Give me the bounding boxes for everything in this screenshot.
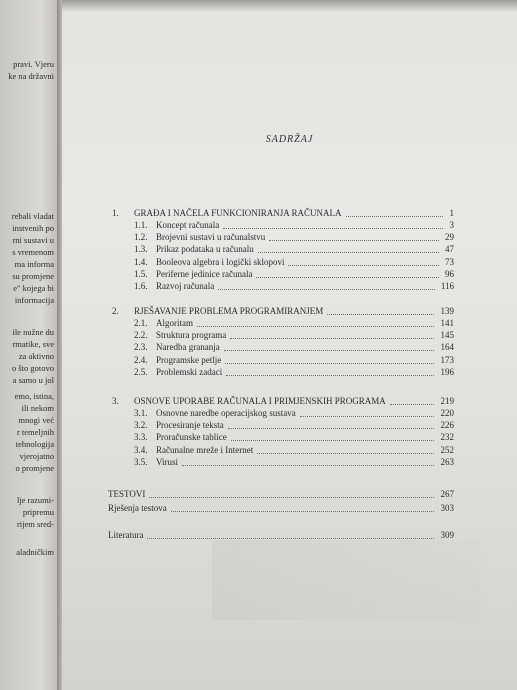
chapter-number: 3. (112, 396, 119, 406)
left-page-text-line: emo, istina, (14, 391, 54, 401)
dot-leader (288, 254, 439, 266)
left-page-text-line: vjerojatno (19, 451, 54, 461)
page-number: 96 (445, 268, 454, 279)
dot-leader (182, 454, 434, 466)
section-number: 3.1. (134, 408, 148, 418)
dot-leader (256, 266, 439, 278)
left-page-text-line: e" kojega bi (13, 283, 54, 293)
faint-background-graphic (212, 540, 482, 620)
chapter-number: 1. (112, 208, 119, 218)
dot-leader (149, 486, 434, 498)
left-page (0, 0, 60, 690)
page-number: 263 (440, 456, 454, 467)
section-title: Proračunske tablice (156, 432, 227, 443)
dot-leader (171, 500, 434, 512)
chapter-title: OSNOVE UPORABE RAČUNALA I PRIMJENSKIH PROGRAMA (134, 396, 386, 406)
left-page-text-line: pravi. Vjeru (13, 59, 54, 69)
left-page-text-line: su promjene (12, 271, 54, 281)
page-number: 3 (449, 220, 454, 230)
section-number: 3.3. (134, 432, 148, 443)
left-page-text-line: ma informa (14, 259, 54, 269)
dot-leader (231, 429, 434, 441)
dot-leader (147, 527, 434, 539)
page-number: 196 (440, 366, 454, 377)
dot-leader (228, 417, 434, 429)
page-number: 164 (440, 342, 454, 353)
section-number: 1.5. (134, 268, 148, 279)
dot-leader (197, 315, 434, 327)
page-number: 267 (440, 489, 454, 499)
left-page-text-line: ile nužne du (12, 327, 54, 337)
section-number: 3.2. (134, 420, 148, 431)
section-title: Procesiranje teksta (156, 420, 224, 431)
section-number: 1.1. (134, 220, 148, 230)
left-page-text-line: s vremenom (12, 247, 54, 257)
section-number: 2.5. (134, 366, 148, 377)
dot-leader (269, 229, 439, 241)
section-number: 2.1. (134, 318, 148, 328)
section-title: Booleova algebra i logički sklopovi (156, 256, 285, 267)
left-page-text-line: informacija (14, 295, 54, 305)
left-page-text-line: rijem sred- (16, 519, 54, 529)
page-number: 29 (445, 232, 454, 243)
section-title: Virusi (156, 456, 178, 467)
dot-leader (257, 442, 434, 454)
dot-leader (300, 405, 434, 417)
page-number: 220 (440, 408, 454, 418)
section-number: 2.3. (134, 342, 148, 353)
section-title: Periferne jedinice računala (156, 268, 253, 279)
page-number: 141 (440, 318, 454, 328)
page-number: 226 (440, 420, 454, 431)
section-title: Naredba grananja (156, 342, 220, 353)
section-title: Prikaz podataka u računalu (156, 244, 254, 255)
section-title: Struktura programa (156, 330, 227, 341)
page-number: 232 (440, 432, 454, 443)
section-number: 2.2. (134, 330, 148, 341)
section-number: 3.4. (134, 444, 148, 455)
toc-extra-title: Literatura (108, 530, 144, 540)
toc-extra-title: TESTOVI (108, 489, 146, 499)
left-page-text-line: mnogi već (18, 415, 54, 425)
left-page-text-line: ili nekom (21, 403, 54, 413)
left-page-text-line: r temeljnih (16, 427, 54, 437)
section-number: 2.4. (134, 354, 148, 365)
dot-leader (258, 241, 439, 253)
dot-leader (223, 217, 443, 229)
dot-leader (327, 303, 434, 315)
toc-extra-title: Rješenja testova (108, 503, 167, 513)
dot-leader (226, 364, 434, 376)
section-title: Programske petlje (156, 354, 222, 365)
page-number: 219 (440, 396, 454, 406)
section-number: 1.2. (134, 232, 148, 243)
left-page-text-line: za aktivno (18, 351, 54, 361)
dot-leader (390, 393, 434, 405)
left-page-text-line: lje razumi- (16, 495, 54, 505)
left-page-text-line: aladničkim (16, 547, 54, 557)
right-page (62, 0, 517, 690)
left-page-text-line: instvenih po (12, 223, 54, 233)
left-page-text-line: tehnologija (15, 439, 54, 449)
chapter-title: RJEŠAVANJE PROBLEMA PROGRAMIRANJEM (134, 306, 324, 316)
page-number: 145 (440, 330, 454, 341)
page-number: 173 (440, 354, 454, 365)
page-number: 73 (445, 256, 454, 267)
section-number: 3.5. (134, 456, 148, 467)
left-page-text-line: ke na državni (8, 71, 54, 81)
section-number: 1.3. (134, 244, 148, 255)
dot-leader (224, 339, 434, 351)
left-page-text-line: pripremu (22, 507, 54, 517)
dot-leader (346, 205, 443, 217)
dot-leader (218, 278, 435, 290)
section-title: Problemski zadaci (156, 366, 223, 377)
toc-heading: SADRŽAJ (265, 134, 314, 145)
section-title: Koncept računala (156, 220, 220, 230)
left-page-text-line: o promjene (15, 463, 54, 473)
page-number: 1 (449, 208, 454, 218)
page-number: 47 (445, 244, 454, 255)
page-number: 252 (440, 444, 454, 455)
page-number: 303 (440, 503, 454, 513)
left-page-text-line: rebali vladat (11, 211, 54, 221)
page-edge-shadow (62, 0, 517, 12)
chapter-number: 2. (112, 306, 119, 316)
section-title: Računalne mreže i Internet (156, 444, 254, 455)
page-number: 139 (440, 306, 454, 316)
chapter-title: GRAĐA I NAČELA FUNKCIONIRANJA RAČUNALA (134, 208, 342, 218)
section-title: Osnovne naredbe operacijskog sustava (156, 408, 296, 418)
page-number: 116 (440, 281, 454, 291)
left-page-text-line: a samo u jol (12, 375, 54, 385)
section-title: Brojevni sustavi u računalstvu (156, 232, 266, 243)
left-page-text-line: o što gotovo (11, 363, 54, 373)
left-page-text-line: rmatike, sve (12, 339, 54, 349)
section-number: 1.4. (134, 256, 148, 267)
dot-leader (230, 327, 434, 339)
section-title: Algoritam (156, 318, 193, 328)
page-number: 309 (440, 530, 454, 540)
left-page-text-line: rni sustavi u (12, 235, 54, 245)
section-number: 1.6. (134, 281, 148, 291)
dot-leader (225, 352, 434, 364)
section-title: Razvoj računala (156, 281, 215, 291)
